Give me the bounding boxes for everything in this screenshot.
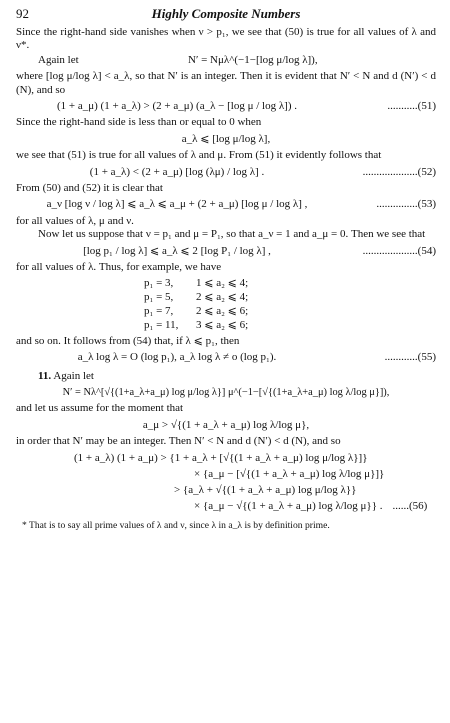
equation-condition-body: a_λ ⩽ [log μ/log λ], [181, 132, 271, 145]
equation-53 [16, 198, 436, 211]
equation-56-line: > {a_λ + √{(1 + a_λ + a_μ) log μ/log λ}} [174, 483, 357, 496]
paragraph-4: Since the right-hand side is less than or equal to 0 when [16, 116, 262, 129]
page-header [16, 6, 436, 26]
paragraph-9: for all values of λ. Thus, for example, we have [16, 261, 222, 274]
equation-condition [16, 133, 436, 146]
section-lead-text: Again let [53, 370, 94, 383]
equation-n-prime-1-body: N′ = Nμλ^(−1−[log μ/log λ]), [188, 53, 318, 66]
paragraph-6: From (50) and (52) it is clear that [16, 182, 163, 195]
equation-n-prime-1 [16, 54, 436, 67]
example-right: 1 ⩽ a₂ ⩽ 4; [196, 276, 249, 289]
equation-56-line: (1 + a_λ) (1 + a_μ) > {1 + a_λ + [√{(1 + a_λ + a_μ) log μ/log λ}]} [74, 451, 368, 464]
equation-53-number: ...............(53) [376, 198, 436, 211]
equation-51-number: ...........(51) [387, 100, 436, 113]
paragraph-1: Since the right-hand side vanishes when ν > p₁, we see that (50) is true for all values of λ and ν*. [16, 26, 436, 52]
example-row [144, 319, 436, 333]
equation-54-body: [log p₁ / log λ] ⩽ a_λ ⩽ 2 [log P₁ / log λ] , [83, 244, 271, 257]
equation-55-number: ............(55) [384, 350, 436, 363]
section-11-heading [16, 370, 436, 383]
equation-assume [16, 419, 436, 432]
equation-assume-body: a_μ > √{(1 + a_λ + a_μ) log λ/log μ}, [142, 418, 310, 431]
equation-52-number: ....................(52) [362, 165, 436, 178]
running-title: Highly Composite Numbers [151, 6, 301, 21]
page-number: 92 [16, 6, 29, 21]
equation-51 [16, 100, 436, 113]
example-right: 2 ⩽ a₂ ⩽ 6; [196, 304, 249, 317]
paragraph-7: for all values of λ, μ and ν. [16, 214, 134, 227]
equation-55-body: a_λ log λ = O (log p₁), a_λ log λ ≠ o (log p₁). [77, 350, 277, 363]
example-row [144, 305, 436, 319]
equation-54-number: ....................(54) [362, 244, 436, 257]
equation-55 [16, 351, 436, 364]
example-row [144, 291, 436, 305]
example-left: p₁ = 3, [144, 276, 174, 289]
paragraph-again-let: Again let [38, 53, 79, 66]
paragraph-5: we see that (51) is true for all values of λ and μ. From (51) it evidently follows that [16, 149, 382, 162]
paragraph-10: and so on. It follows from (54) that, if λ ⩽ p₁, then [16, 334, 240, 347]
equation-56-line: × {a_μ − √{(1 + a_λ + a_μ) log λ/log μ}} . [194, 499, 383, 512]
section-number: 11. [38, 370, 52, 383]
example-row [144, 277, 436, 291]
paragraph-3: where [log μ/log λ] < a_λ, so that N′ is an integer. Then it is evident that N′ < N and d (N′) < d (N), and so [16, 70, 436, 96]
equation-52-body: (1 + a_λ) < (2 + a_μ) [log (λμ) / log λ] . [89, 165, 265, 178]
equation-n-prime-2 [16, 387, 436, 400]
equation-53-body: a_ν [log ν / log λ] ⩽ a_λ ⩽ a_μ + (2 + a_μ) [log μ / log λ] , [46, 198, 308, 211]
equation-52 [16, 166, 436, 179]
example-right: 2 ⩽ a₂ ⩽ 4; [196, 290, 249, 303]
paragraph-8: Now let us suppose that ν = p₁ and μ = P₁, so that a_ν = 1 and a_μ = 0. Then we see that [38, 228, 426, 241]
paragraph-12: in order that N′ may be an integer. Then N′ < N and d (N′) < d (N), and so [16, 435, 341, 448]
equation-n-prime-2-body: N′ = Nλ^[√{(1+a_λ+a_μ) log μ/log λ}] μ^(−1−[√{(1+a_λ+a_μ) log λ/log μ}]), [62, 386, 390, 398]
equation-56-last-line [74, 500, 436, 516]
example-left: p₁ = 7, [144, 304, 174, 317]
example-left: p₁ = 11, [144, 318, 179, 331]
equation-56-number: ......(56) [392, 499, 428, 512]
footnote: * That is to say all prime values of λ and ν, since λ in a_λ is by definition prime. [22, 519, 330, 531]
example-left: p₁ = 5, [144, 290, 174, 303]
equation-51-body: (1 + a_μ) (1 + a_λ) > (2 + a_μ) (a_λ − [log μ / log λ]) . [56, 100, 298, 113]
examples-list [144, 277, 436, 333]
equation-56-line: × {a_μ − [√{(1 + a_λ + a_μ) log λ/log μ}]} [194, 467, 385, 480]
equation-56 [74, 452, 436, 516]
paragraph-11: and let us assume for the moment that [16, 402, 184, 415]
equation-54 [16, 245, 436, 258]
example-right: 3 ⩽ a₂ ⩽ 6; [196, 318, 249, 331]
